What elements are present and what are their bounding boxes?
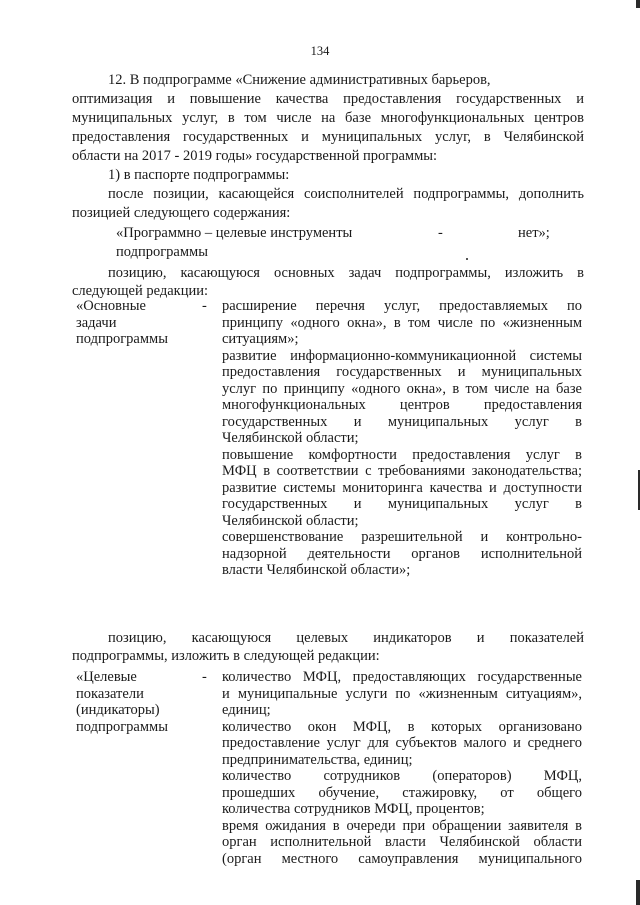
tasks-intro-line: позицию, касающуюся основных задач подпрограммы, изложить в — [108, 265, 584, 281]
scan-edge-artifact — [636, 0, 640, 8]
tasks-item-line: государственных и муниципальных услуг в — [222, 496, 582, 512]
tasks-item-line: расширение перечня услуг, предоставляемых по — [222, 298, 582, 314]
tasks-item-line: надзорной деятельности органов исполнительной — [222, 545, 582, 562]
instruments-dash: - — [438, 225, 443, 241]
tasks-label-line: задачи — [76, 314, 117, 331]
indicators-item-line: прошедших обучение, стажировку, от общего — [222, 784, 582, 801]
sub-item-text: после позиции, касающейся соисполнителей подпрограммы, дополнить — [108, 186, 584, 202]
indicators-intro-line: позицию, касающуюся целевых индикаторов и показателей — [108, 630, 584, 646]
indicators-item-line: время ожидания в очереди при обращении заявителя в — [222, 817, 582, 834]
indicators-dash: - — [202, 669, 207, 685]
indicators-item-line: орган исполнительной власти Челябинской области — [222, 834, 582, 850]
tasks-item-line: Челябинской области; — [222, 430, 359, 446]
tasks-item-line: власти Челябинской области»; — [222, 562, 411, 578]
intro-line: оптимизация и повышение качества предоставления государственных и — [72, 91, 584, 107]
indicators-label-line: подпрограммы — [76, 718, 168, 735]
intro-line: области на 2017 - 2019 годы» государственной программы: — [72, 148, 438, 164]
tasks-item-line: МФЦ в соответствии с требованиями законодательства; — [222, 463, 582, 479]
scan-edge-artifact — [636, 880, 640, 905]
tasks-item-line: многофункциональных центров предоставления — [222, 397, 582, 413]
tasks-dash: - — [202, 298, 207, 314]
intro-line: предоставления государственных и муниципальных услуг, в Челябинской — [72, 129, 584, 145]
indicators-intro-line: подпрограммы, изложить в следующей редакции: — [72, 648, 380, 664]
tasks-label-line: «Основные — [76, 298, 146, 314]
indicators-item-line: количество сотрудников (операторов) МФЦ, — [222, 768, 582, 784]
indicators-item-line: количество МФЦ, предоставляющих государственные — [222, 669, 582, 685]
tasks-item-line: принципу «одного окна», в том числе по «жизненным — [222, 314, 582, 331]
intro-line: муниципальных услуг, в том числе на базе многофункциональных центров — [72, 110, 584, 126]
indicators-label-line: показатели — [76, 685, 144, 702]
tasks-item-line: повышение комфортности предоставления услуг в — [222, 446, 582, 463]
indicators-label-line: «Целевые — [76, 669, 137, 685]
indicators-label-line: (индикаторы) — [76, 702, 160, 718]
instruments-label: подпрограммы — [116, 244, 208, 260]
instruments-value: нет»; — [518, 225, 550, 241]
tasks-item-line: развитие информационно-коммуникационной системы — [222, 347, 582, 364]
tasks-item-line: совершенствование разрешительной и контрольно- — [222, 529, 582, 545]
tasks-item-line: предоставления государственных и муниципальных — [222, 364, 582, 380]
instruments-label: «Программно – целевые инструменты — [116, 225, 353, 241]
sub-item: 1) в паспорте подпрограммы: — [108, 167, 290, 183]
indicators-item-line: предоставление услуг для субъектов малого и среднего — [222, 735, 582, 751]
page-number: 134 — [310, 44, 330, 58]
speck — [466, 258, 468, 260]
indicators-item-line: количества сотрудников МФЦ, процентов; — [222, 801, 485, 817]
indicators-items — [222, 669, 582, 867]
tasks-item-line: Челябинской области; — [222, 512, 359, 529]
tasks-label-line: подпрограммы — [76, 331, 168, 347]
tasks-item-line: государственных и муниципальных услуг в — [222, 413, 582, 430]
indicators-item-line: (орган местного самоуправления муниципального — [222, 850, 582, 867]
tasks-item-line: услуг по принципу «одного окна», в том числе на базе — [222, 380, 582, 397]
tasks-item-line: развитие системы мониторинга качества и доступности — [222, 479, 582, 496]
tasks-intro-line: следующей редакции: — [72, 283, 209, 299]
indicators-item-line: предпринимательства, единиц; — [222, 751, 413, 768]
tasks-item-line: ситуациям»; — [222, 331, 299, 347]
indicators-item-line: и муниципальные услуги по «жизненным ситуациям», — [222, 685, 582, 702]
indicators-label — [76, 669, 168, 735]
sub-item-text: позицией следующего содержания: — [72, 205, 291, 221]
tasks-label — [76, 298, 168, 348]
indicators-item-line: количество окон МФЦ, в которых организовано — [222, 718, 582, 735]
intro-line: 12. В подпрограмме «Снижение административных барьеров, — [108, 72, 491, 88]
indicators-item-line: единиц; — [222, 702, 271, 718]
tasks-items — [222, 298, 582, 579]
